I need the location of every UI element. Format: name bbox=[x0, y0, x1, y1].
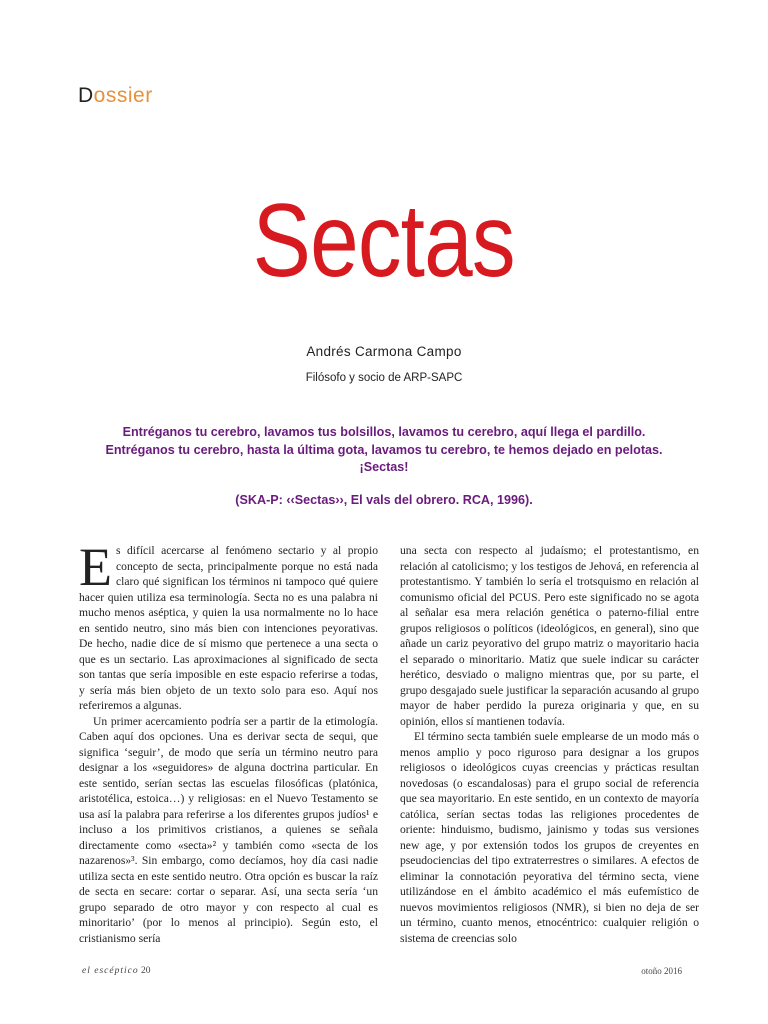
magazine-name: el escéptico bbox=[82, 966, 139, 976]
epigraph-line: Entréganos tu cerebro, hasta la última gota, lavamos tu cerebro, te hemos dejado en pelotas. bbox=[105, 442, 663, 457]
section-label-initial: D bbox=[78, 84, 94, 107]
body-paragraph: una secta con respecto al judaísmo; el protestantismo, en relación al catolicismo; y los testigos de Jehová, en referencia al protestantismo. Y también lo sería el trotsquismo en relación al comunismo oficial del PCUS. Pero este significado no se agota al señalar esa mera relación genética o paterno-filial entre grupos religiosos o políticos (ideológicos, en general), sino que añade un cariz peyorativo del grupo matriz o mayoritario hacia el separado o minoritario. Matiz que suele indicar su carácter herético, desviado o maligno mientras que, por su parte, el grupo desgajado suele justificar la separación acusando al grupo mayor de haber perdido la pureza originaria y que, en su opinión, ellos sí mantienen todavía. bbox=[400, 544, 699, 728]
footer-issue: otoño 2016 bbox=[641, 966, 682, 976]
epigraph-line: Entréganos tu cerebro, lavamos tus bolsillos, lavamos tu cerebro, aquí llega el pardillo. bbox=[122, 425, 646, 439]
drop-cap: E bbox=[79, 537, 112, 597]
epigraph-line: ¡Sectas! bbox=[359, 460, 409, 474]
footer-magazine bbox=[82, 966, 150, 976]
body-paragraph: Es difícil acercarse al fenómeno sectario y al propio concepto de secta, principalmente porque no está nada claro qué significan los términos ni tampoco qué quiere hacer quien utiliza esa terminología. Secta no es una palabra ni mucho menos aséptica, y quien la usa normalmente no lo hace en sentido neutro, sino más bien con intenciones peyorativas. De hecho, nadie dice de sí mismo que pertenece a una secta o que es un sectario. Las aproximaciones al significado de secta son tantas que sería imposible en este espacio referirse a todas, y sería más bien objeto de un texto solo para eso. Aquí nos referiremos a algunas. bbox=[79, 537, 378, 712]
author-affiliation: Filósofo y socio de ARP-SAPC bbox=[305, 372, 463, 384]
section-label-rest: ossier bbox=[93, 84, 153, 107]
article-title: Sectas bbox=[252, 183, 515, 299]
body-paragraph: Un primer acercamiento podría ser a partir de la etimología. Caben aquí dos opciones. Una es derivar secta de sequi, que significa ‘seguir’, de modo que sería un término neutro para designar a los «seguidores» de alguna doctrina particular. En este sentido, serían sectas las escuelas filosóficas (platónica, aristotélica, estoica…) y religiosas: en el Nuevo Testamento se usa así la palabra para referirse a los diferentes grupos judíos¹ e incluso a los primitivos cristianos, a quienes se señala directamente como «secta»² y también como «secta de los nazarenos»³. Sin embargo, como decíamos, hoy día casi nadie utiliza secta en este sentido neutro. Otra opción es buscar la raíz de secta en secare: cortar o separar. Así, una secta sería ‘un grupo separado de otro mayor y con respecto al cual es minoritario’ (por lo menos al principio). Según esto, el cristianismo sería bbox=[79, 714, 378, 945]
body-column-right bbox=[400, 543, 699, 946]
body-paragraph: El término secta también suele emplearse de un modo más o menos amplio y poco riguroso para designar a los grupos religiosos o ideológicos cuyas creencias y prácticas resultan novedosas (o escandalosas) para el grupo social de referencia que sea mayoritario. En este sentido, en un contexto de mayoría católica, serían sectas todas las religiones procedentes de oriente: hinduismo, budismo, jainismo y todas sus versiones new age, y por extensión todos los grupos de creyentes en pseudociencias del tipo extraterrestres o similares. A efectos de eliminar la connotación peyorativa del término secta, viene utilizándose en el ámbito académico el más eufemístico de nuevos movimientos religiosos (NMR), si bien no deja de ser un término, cuanto menos, etnocéntrico: cualquier religión o sistema de creencias solo bbox=[400, 730, 699, 945]
page-number: 20 bbox=[140, 966, 151, 976]
article-author: Andrés Carmona Campo bbox=[306, 344, 462, 359]
epigraph-source: (SKA-P: ‹‹Sectas››, El vals del obrero. RCA, 1996). bbox=[235, 492, 533, 507]
epigraph bbox=[70, 424, 698, 509]
section-label bbox=[78, 84, 153, 108]
body-column-left bbox=[79, 537, 378, 946]
